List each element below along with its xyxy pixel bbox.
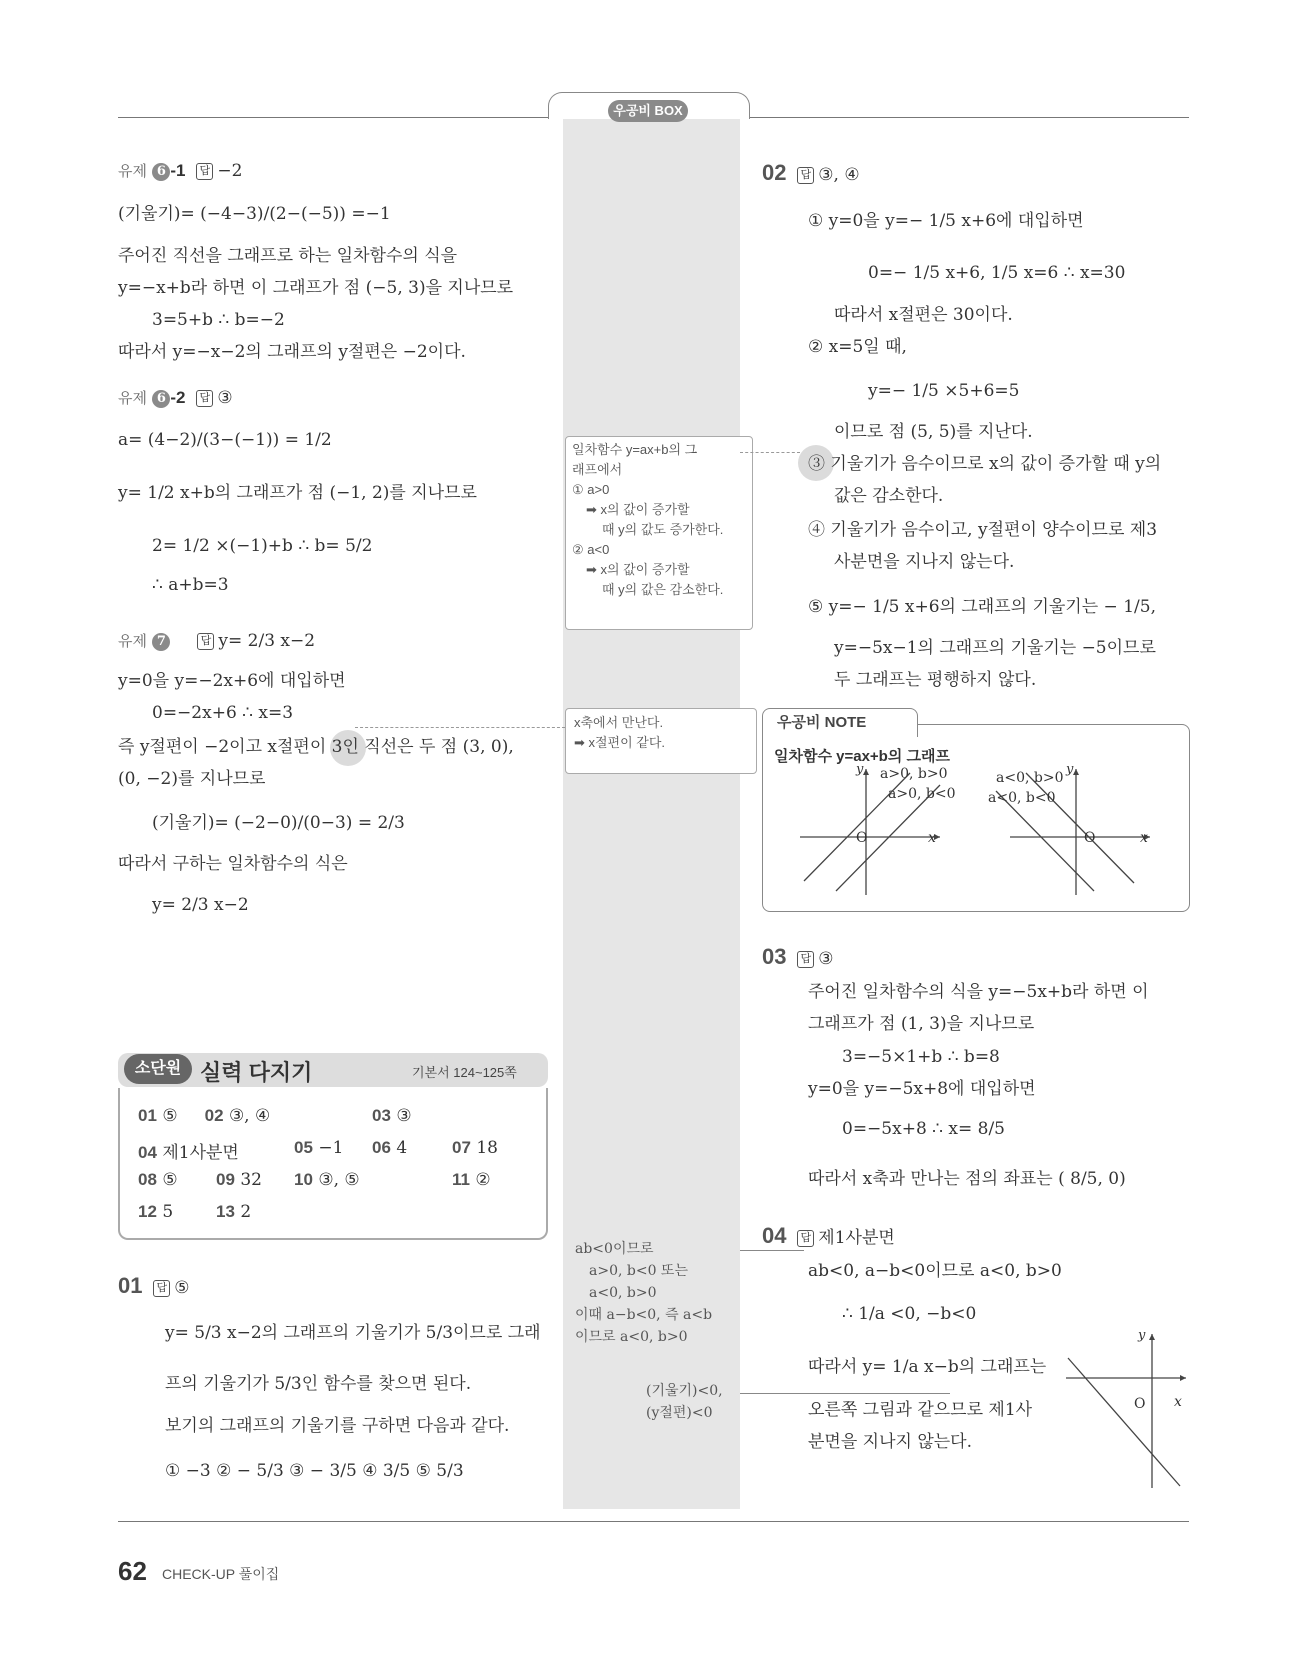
note-g1b: a>0, b<0 — [888, 786, 956, 802]
q02-l10: 사분면을 지나지 않는다. — [834, 552, 1015, 572]
side-box-1: 일차함수 y=ax+b의 그 래프에서 ① a>0 ➡ x의 값이 증가할 때 y의 값도 증가한다. ② a<0 ➡ x의 값이 증가할 때 y의 값은 감소한다. — [565, 436, 753, 630]
q02-l1: ① y=0을 y=− 1/5 x+6에 대입하면 — [808, 211, 1084, 231]
p7-l1: y=0을 y=−2x+6에 대입하면 — [118, 671, 346, 691]
q04-l2: ∴ 1/a <0, −b<0 — [842, 1304, 977, 1324]
p7-l2: 0=−2x+6 ∴ x=3 — [152, 703, 294, 723]
p61-l5: 따라서 y=−x−2의 그래프의 y절편은 −2이다. — [118, 342, 466, 362]
q01-head: 01 답 ⑤ — [118, 1273, 190, 1298]
p61-l2: 주어진 직선을 그래프로 하는 일차함수의 식을 — [118, 246, 458, 266]
p61-l1: (기울기)= (−4−3)/(2−(−5)) =−1 — [118, 204, 391, 224]
note-graphs — [790, 765, 1180, 903]
note-g1a: a>0, b>0 — [880, 766, 948, 782]
q01-l2: 프의 기울기가 5/3인 함수를 찾으면 된다. — [165, 1374, 472, 1394]
q03-l5: 0=−5x+8 ∴ x= 8/5 — [842, 1119, 1005, 1139]
skill-row-1: 01 ⑤ 02 ③, ④ — [138, 1106, 271, 1126]
p61-head: 유제 6 -1 답 −2 — [118, 161, 243, 181]
footer-text: CHECK-UP 풀이집 — [162, 1566, 280, 1582]
q02-l7: ③ 기울기가 음수이므로 x의 값이 증가할 때 y의 — [808, 454, 1162, 474]
q02-l2: 0=− 1/5 x+6, 1/5 x=6 ∴ x=30 — [868, 263, 1126, 283]
q02-l12: y=−5x−1의 그래프의 기울기는 −5이므로 — [834, 638, 1156, 658]
skill-tag: 소단원 — [124, 1054, 192, 1084]
q04-l1: ab<0, a−b<0이므로 a<0, b>0 — [808, 1261, 1062, 1281]
q02-l3: 따라서 x절편은 30이다. — [834, 305, 1013, 325]
skill-title: 실력 다지기 — [200, 1060, 313, 1085]
q04-l5: 분면을 지나지 않는다. — [808, 1432, 973, 1452]
q04-l4: 오른쪽 그림과 같으므로 제1사 — [808, 1400, 1033, 1420]
side-box-2: x축에서 만난다. ➡ x절편이 같다. — [565, 708, 757, 774]
note-g2b: a<0, b<0 — [988, 790, 1056, 806]
p62-l2: y= 1/2 x+b의 그래프가 점 (−1, 2)를 지나므로 — [118, 483, 477, 503]
q03-l3: 3=−5×1+b ∴ b=8 — [842, 1047, 1000, 1067]
q02-l8: 값은 감소한다. — [834, 486, 944, 506]
q01-l1: y= 5/3 x−2의 그래프의 기울기가 5/3이므로 그래 — [165, 1323, 541, 1343]
side-note-4: (기울기)<0, (y절편)<0 — [646, 1383, 723, 1421]
q02-head: 02 답 ③, ④ — [762, 160, 860, 185]
q01-l3: 보기의 그래프의 기울기를 구하면 다음과 같다. — [165, 1416, 510, 1436]
q02-l6: 이므로 점 (5, 5)를 지난다. — [834, 422, 1033, 442]
q03-l2: 그래프가 점 (1, 3)을 지나므로 — [808, 1014, 1035, 1034]
q02-l13: 두 그래프는 평행하지 않다. — [834, 670, 1037, 690]
note-header: 우공비 NOTE — [762, 708, 918, 737]
p62-l3: 2= 1/2 ×(−1)+b ∴ b= 5/2 — [152, 536, 373, 556]
q01-l4: ① −3 ② − 5/3 ③ − 3/5 ④ 3/5 ⑤ 5/3 — [165, 1461, 464, 1481]
side-note-3: ab<0이므로 a>0, b<0 또는 a<0, b>0 이때 a−b<0, 즉 a<b 이므로 a<0, b>0 — [575, 1241, 713, 1345]
p62-head: 유제 6 -2 답 ③ — [118, 388, 233, 408]
p62-l1: a= (4−2)/(3−(−1)) = 1/2 — [118, 430, 332, 450]
skill-ref: 기본서 124~125쪽 — [412, 1065, 517, 1080]
note-g2a: a<0, b>0 — [996, 770, 1064, 786]
p7-l5: (기울기)= (−2−0)/(0−3) = 2/3 — [152, 813, 405, 833]
q03-l1: 주어진 일차함수의 식을 y=−5x+b라 하면 이 — [808, 982, 1149, 1002]
note-o1: O — [856, 830, 868, 846]
q03-l4: y=0을 y=−5x+8에 대입하면 — [808, 1079, 1036, 1099]
p7-l4: (0, −2)를 지나므로 — [118, 769, 266, 789]
q04-l3: 따라서 y= 1/a x−b의 그래프는 — [808, 1357, 1047, 1377]
p61-l3: y=−x+b라 하면 이 그래프가 점 (−5, 3)을 지나므로 — [118, 278, 514, 298]
q03-l6: 따라서 x축과 만나는 점의 좌표는 ( 8/5, 0) — [808, 1169, 1126, 1189]
p7-l7: y= 2/3 x−2 — [152, 895, 249, 915]
q02-l4: ② x=5일 때, — [808, 337, 907, 357]
skill-row-4: 12 5 — [138, 1202, 174, 1222]
box-label: 우공비 BOX — [608, 100, 688, 122]
p62-l4: ∴ a+b=3 — [152, 575, 229, 595]
note-title: 일차함수 y=ax+b의 그래프 — [774, 748, 950, 765]
page-number: 62 — [118, 1556, 147, 1586]
p61-l4: 3=5+b ∴ b=−2 — [152, 310, 285, 330]
p7-l3: 즉 y절편이 −2이고 x절편이 3인 직선은 두 점 (3, 0), — [118, 737, 514, 757]
q04-head: 04 답 제1사분면 — [762, 1223, 895, 1248]
note-o2: O — [1084, 830, 1096, 846]
q02-l5: y=− 1/5 ×5+6=5 — [868, 381, 1020, 401]
p7-head: 유제 7 답 y= 2/3 x−2 — [118, 631, 316, 651]
p7-l6: 따라서 구하는 일차함수의 식은 — [118, 854, 348, 874]
q02-l11: ⑤ y=− 1/5 x+6의 그래프의 기울기는 − 1/5, — [808, 597, 1156, 617]
q04-graph — [1060, 1330, 1190, 1492]
skill-row-2: 04 제1사분면 — [138, 1143, 239, 1163]
q03-head: 03 답 ③ — [762, 944, 834, 969]
skill-row-3: 08 ⑤ — [138, 1170, 178, 1190]
q02-l9: ④ 기울기가 음수이고, y절편이 양수이므로 제3 — [808, 520, 1158, 540]
